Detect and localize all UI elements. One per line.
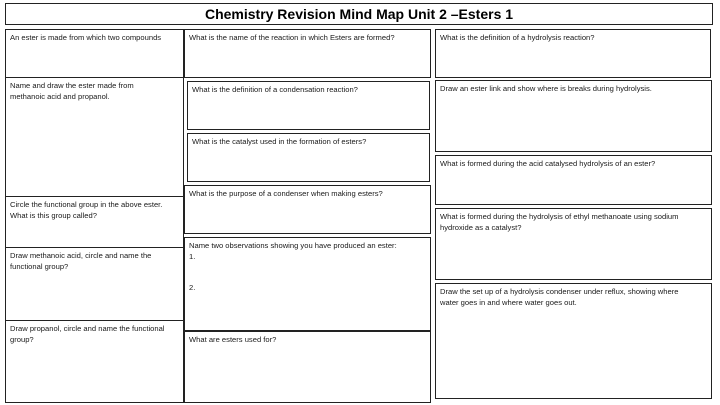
question-box-condenser-purpose[interactable]: What is the purpose of a condenser when making esters?	[184, 185, 431, 234]
question-box-catalyst[interactable]: What is the catalyst used in the formation of esters?	[187, 133, 430, 182]
question-box-draw-propanol[interactable]: Draw propanol, circle and name the functional group?	[5, 320, 184, 403]
question-box-reflux-setup[interactable]: Draw the set up of a hydrolysis condenser under reflux, showing where water goes in and where water goes out.	[435, 283, 712, 399]
question-box-circle-functional-group[interactable]: Circle the functional group in the above ester. What is this group called?	[5, 196, 184, 248]
question-box-hydrolysis-definition[interactable]: What is the definition of a hydrolysis reaction?	[435, 29, 711, 78]
question-box-ethyl-methanoate-hydrolysis[interactable]: What is formed during the hydrolysis of ethyl methanoate using sodium hydroxide as a catalyst?	[435, 208, 712, 280]
question-box-ester-compounds[interactable]: An ester is made from which two compounds	[5, 29, 184, 78]
question-box-name-draw-ester[interactable]: Name and draw the ester made from methanoic acid and propanol.	[5, 77, 184, 197]
question-box-condensation-definition[interactable]: What is the definition of a condensation reaction?	[187, 81, 430, 130]
question-box-observations[interactable]: Name two observations showing you have produced an ester: 1. 2.	[184, 237, 431, 331]
question-box-reaction-name[interactable]: What is the name of the reaction in which Esters are formed?	[184, 29, 431, 78]
page-title: Chemistry Revision Mind Map Unit 2 –Esters 1	[5, 3, 713, 25]
question-box-acid-hydrolysis[interactable]: What is formed during the acid catalysed hydrolysis of an ester?	[435, 155, 712, 205]
question-box-ester-uses[interactable]: What are esters used for?	[184, 331, 431, 403]
question-box-draw-methanoic-acid[interactable]: Draw methanoic acid, circle and name the functional group?	[5, 247, 184, 321]
question-box-ester-link[interactable]: Draw an ester link and show where is breaks during hydrolysis.	[435, 80, 712, 152]
